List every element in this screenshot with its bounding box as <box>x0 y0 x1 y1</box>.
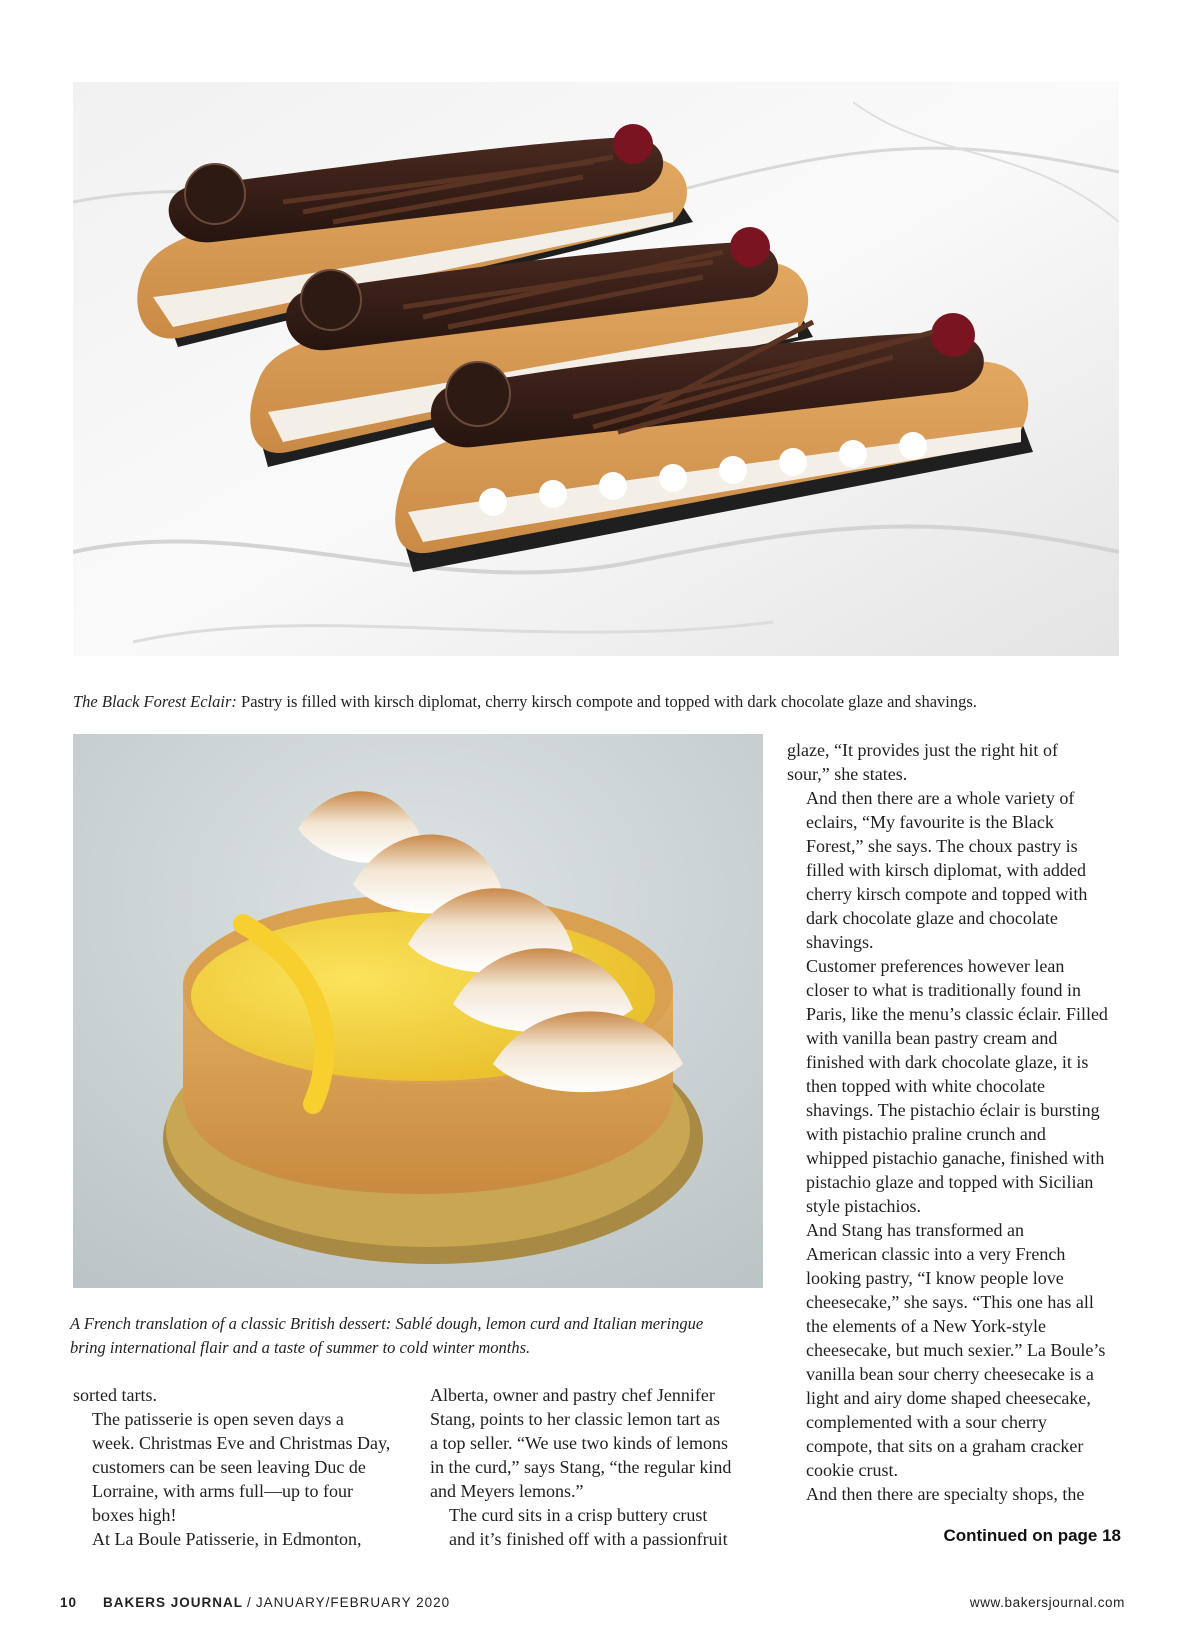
text-column-right <box>787 738 1137 1506</box>
text-line: with vanilla bean pastry cream and <box>806 1028 1058 1048</box>
continued-note: Continued on page 18 <box>943 1526 1121 1545</box>
text-line: eclairs, “My favourite is the Black <box>806 812 1054 832</box>
text-line: sorted tarts. <box>73 1385 157 1405</box>
paragraph <box>787 1218 1137 1482</box>
text-line: sour,” she states. <box>787 764 908 784</box>
website-url: www.bakersjournal.com <box>969 1595 1125 1610</box>
paragraph <box>73 1407 403 1527</box>
footer-separator: / <box>247 1595 252 1610</box>
text-line: whipped pistachio ganache, finished with <box>806 1148 1105 1168</box>
paragraph <box>430 1383 770 1503</box>
eclair-caption-text: Pastry is filled with kirsch diplomat, cherry kirsch compote and topped with dark chocolate glaze and shavings. <box>236 692 977 711</box>
text-line: and it’s finished off with a passionfruit <box>449 1529 728 1549</box>
text-line: complemented with a sour cherry <box>806 1412 1047 1432</box>
paragraph <box>73 1527 403 1551</box>
tart-caption-line: A French translation of a classic British dessert: Sablé dough, lemon curd and Italian meringue <box>70 1314 704 1333</box>
text-line: And Stang has transformed an <box>806 1220 1024 1240</box>
text-line: shavings. <box>806 932 874 952</box>
tart-photo <box>73 734 763 1288</box>
text-line: vanilla bean sour cherry cheesecake is a <box>806 1364 1094 1384</box>
text-line: dark chocolate glaze and chocolate <box>806 908 1058 928</box>
paragraph <box>430 1503 770 1551</box>
paragraph <box>787 1482 1137 1506</box>
text-line: Forest,” she says. The choux pastry is <box>806 836 1078 856</box>
text-line: a top seller. “We use two kinds of lemons <box>430 1433 728 1453</box>
text-line: with pistachio praline crunch and <box>806 1124 1046 1144</box>
text-line: cookie crust. <box>806 1460 898 1480</box>
text-line: cheesecake, but much sexier.” La Boule’s <box>806 1340 1106 1360</box>
text-line: Alberta, owner and pastry chef Jennifer <box>430 1385 715 1405</box>
text-line: The curd sits in a crisp buttery crust <box>449 1505 708 1525</box>
magazine-name: BAKERS JOURNAL <box>103 1595 244 1610</box>
text-line: light and airy dome shaped cheesecake, <box>806 1388 1091 1408</box>
text-line: pistachio glaze and topped with Sicilian <box>806 1172 1094 1192</box>
text-line: Paris, like the menu’s classic éclair. Filled <box>806 1004 1108 1024</box>
text-line: cheesecake,” she says. “This one has all <box>806 1292 1094 1312</box>
text-line: then topped with white chocolate <box>806 1076 1045 1096</box>
text-line: and Meyers lemons.” <box>430 1481 584 1501</box>
eclair-caption-title: The Black Forest Eclair: <box>73 692 237 711</box>
paragraph <box>787 786 1137 954</box>
text-line: The patisserie is open seven days a <box>92 1409 344 1429</box>
text-line: week. Christmas Eve and Christmas Day, <box>92 1433 391 1453</box>
text-line: looking pastry, “I know people love <box>806 1268 1064 1288</box>
text-line: finished with dark chocolate glaze, it is <box>806 1052 1089 1072</box>
text-line: filled with kirsch diplomat, with added <box>806 860 1086 880</box>
text-line: American classic into a very French <box>806 1244 1066 1264</box>
eclair-photo <box>73 82 1119 656</box>
text-line: shavings. The pistachio éclair is bursting <box>806 1100 1100 1120</box>
text-line: customers can be seen leaving Duc de <box>92 1457 366 1477</box>
text-line: compote, that sits on a graham cracker <box>806 1436 1084 1456</box>
paragraph <box>787 954 1137 1218</box>
text-column-middle <box>430 1383 770 1551</box>
text-line: Stang, points to her classic lemon tart as <box>430 1409 720 1429</box>
text-line: in the curd,” says Stang, “the regular kind <box>430 1457 732 1477</box>
eclair-caption <box>73 690 1133 714</box>
text-line: boxes high! <box>92 1505 177 1525</box>
text-line: Lorraine, with arms full—up to four <box>92 1481 353 1501</box>
eclair-illustration <box>73 82 1119 656</box>
issue-date: JANUARY/FEBRUARY 2020 <box>255 1595 451 1610</box>
page-number: 10 <box>60 1595 78 1610</box>
text-line: style pistachios. <box>806 1196 921 1216</box>
paragraph <box>787 738 1137 786</box>
text-column-left <box>73 1383 403 1551</box>
tart-caption-line: bring international flair and a taste of summer to cold winter months. <box>70 1338 531 1357</box>
text-line: the elements of a New York-style <box>806 1316 1046 1336</box>
text-line: And then there are a whole variety of <box>806 788 1075 808</box>
text-line: glaze, “It provides just the right hit of <box>787 740 1058 760</box>
tart-caption <box>70 1312 770 1360</box>
page-footer <box>60 1595 1125 1617</box>
tart-illustration <box>73 734 763 1288</box>
text-line: Customer preferences however lean <box>806 956 1065 976</box>
paragraph <box>73 1383 403 1407</box>
text-line: And then there are specialty shops, the <box>806 1484 1085 1504</box>
text-line: At La Boule Patisserie, in Edmonton, <box>92 1529 362 1549</box>
text-line: closer to what is traditionally found in <box>806 980 1081 1000</box>
text-line: cherry kirsch compote and topped with <box>806 884 1088 904</box>
